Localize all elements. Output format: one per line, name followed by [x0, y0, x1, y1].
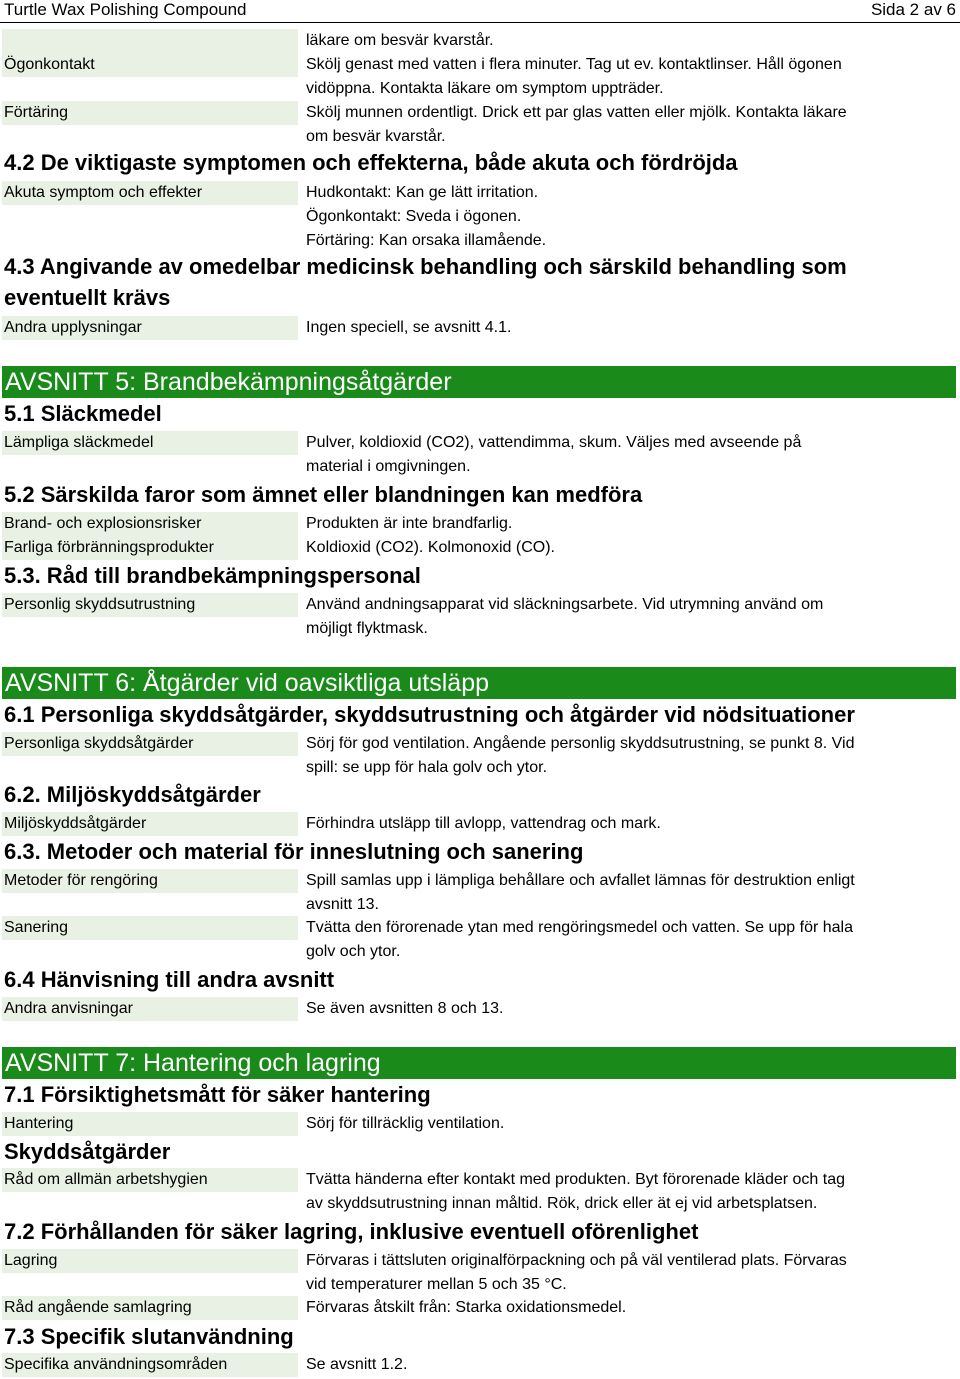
- heading-protective-measures: Skyddsåtgärder: [4, 1139, 171, 1164]
- hygiene-advice-label: Råd om allmän arbetshygien: [2, 1168, 298, 1192]
- heading-7-3: 7.3 Specifik slutanvändning: [4, 1324, 294, 1349]
- other-info-label: Andra upplysningar: [2, 316, 298, 340]
- section-6-banner: AVSNITT 6: Åtgärder vid oavsiktliga utsläpp: [2, 667, 956, 699]
- continued-text: läkare om besvär kvarstår.: [306, 32, 494, 49]
- heading-5-2: 5.2 Särskilda faror som ämnet eller blandningen kan medföra: [4, 482, 643, 507]
- hygiene-advice-value: Tvätta händerna efter kontakt med produkten. Byt förorenade kläder och tag av skyddsutrustning innan måltid. Rök, drick eller ät ej vid arbetsplatsen.: [306, 1171, 845, 1212]
- handling-label: Hantering: [2, 1112, 298, 1136]
- storage-label: Lagring: [2, 1249, 298, 1273]
- heading-6-4: 6.4 Hänvisning till andra avsnitt: [4, 967, 335, 992]
- co-storage-value: Förvaras åtskilt från: Starka oxidationsmedel.: [306, 1299, 627, 1316]
- continued-row-label: [2, 29, 298, 53]
- combustion-products-value: Koldioxid (CO2). Kolmonoxid (CO).: [306, 539, 555, 556]
- extinguishing-media-label: Lämpliga släckmedel: [2, 431, 298, 455]
- cleaning-methods-value: Spill samlas upp i lämpliga behållare och avfallet lämnas för destruktion enligt avsnitt 13.: [306, 872, 855, 913]
- protective-equipment-value: Använd andningsapparat vid släckningsarbete. Vid utrymning använd om möjligt flyktmask.: [306, 596, 824, 637]
- section-5-banner: AVSNITT 5: Brandbekämpningsåtgärder: [2, 366, 956, 398]
- environmental-precautions-value: Förhindra utsläpp till avlopp, vattendrag och mark.: [306, 815, 661, 832]
- heading-5-1: 5.1 Släckmedel: [4, 401, 162, 426]
- heading-5-3: 5.3. Råd till brandbekämpningspersonal: [4, 563, 421, 588]
- header-divider: [0, 22, 960, 23]
- other-instructions-label: Andra anvisningar: [2, 997, 298, 1021]
- combustion-products-label: Farliga förbränningsprodukter: [2, 536, 298, 560]
- eye-contact-value: Skölj genast med vatten i flera minuter. Tag ut ev. kontaktlinser. Håll ögonen vidöppna. Kontakta läkare om symptom uppträder.: [306, 56, 842, 97]
- environmental-precautions-label: Miljöskyddsåtgärder: [2, 812, 298, 836]
- extinguishing-media-value: Pulver, koldioxid (CO2), vattendimma, skum. Väljes med avseende på material i omgivningen.: [306, 434, 802, 475]
- decontamination-value: Tvätta den förorenade ytan med rengöringsmedel och vatten. Se upp för hala golv och ytor.: [306, 919, 854, 960]
- heading-6-1: 6.1 Personliga skyddsåtgärder, skyddsutrustning och åtgärder vid nödsituationer: [4, 702, 855, 727]
- heading-6-2: 6.2. Miljöskyddsåtgärder: [4, 782, 261, 807]
- section-7-banner: AVSNITT 7: Hantering och lagring: [2, 1047, 956, 1079]
- heading-4-3-line2: eventuellt krävs: [4, 285, 171, 310]
- heading-6-3: 6.3. Metoder och material för inneslutning och sanering: [4, 839, 584, 864]
- decontamination-label: Sanering: [2, 916, 298, 940]
- personal-precautions-value: Sörj för god ventilation. Angående personlig skyddsutrustning, se punkt 8. Vid spill: se upp för hala golv och ytor.: [306, 735, 855, 776]
- document-title: Turtle Wax Polishing Compound: [4, 0, 247, 19]
- eye-contact-label: Ögonkontakt: [2, 53, 298, 77]
- heading-7-1: 7.1 Försiktighetsmått för säker hantering: [4, 1082, 431, 1107]
- handling-value: Sörj för tillräcklig ventilation.: [306, 1115, 505, 1132]
- personal-precautions-label: Personliga skyddsåtgärder: [2, 732, 298, 756]
- specific-uses-label: Specifika användningsområden: [2, 1353, 298, 1377]
- specific-uses-value: Se avsnitt 1.2.: [306, 1356, 408, 1373]
- ingestion-label: Förtäring: [2, 101, 298, 125]
- acute-symptoms-label: Akuta symptom och effekter: [2, 181, 298, 205]
- fire-risk-value: Produkten är inte brandfarlig.: [306, 515, 513, 532]
- fire-risk-label: Brand- och explosionsrisker: [2, 512, 298, 536]
- protective-equipment-label: Personlig skyddsutrustning: [2, 593, 298, 617]
- heading-7-2: 7.2 Förhållanden för säker lagring, inklusive eventuell oförenlighet: [4, 1219, 699, 1244]
- co-storage-label: Råd angående samlagring: [2, 1296, 298, 1320]
- other-info-value: Ingen speciell, se avsnitt 4.1.: [306, 319, 512, 336]
- acute-symptoms-value: Hudkontakt: Kan ge lätt irritation. Ögonkontakt: Sveda i ögonen. Förtäring: Kan orsaka illamående.: [306, 184, 547, 249]
- cleaning-methods-label: Metoder för rengöring: [2, 869, 298, 893]
- heading-4-3-line1: 4.3 Angivande av omedelbar medicinsk behandling och särskild behandling som: [4, 254, 847, 279]
- storage-value: Förvaras i tättsluten originalförpackning och på väl ventilerad plats. Förvaras vid temperaturer mellan 5 och 35 °C.: [306, 1252, 847, 1293]
- other-instructions-value: Se även avsnitten 8 och 13.: [306, 1000, 504, 1017]
- heading-4-2: 4.2 De viktigaste symptomen och effekterna, både akuta och fördröjda: [4, 150, 738, 175]
- ingestion-value: Skölj munnen ordentligt. Drick ett par glas vatten eller mjölk. Kontakta läkare om besvär kvarstår.: [306, 104, 847, 145]
- page-number: Sida 2 av 6: [870, 0, 956, 19]
